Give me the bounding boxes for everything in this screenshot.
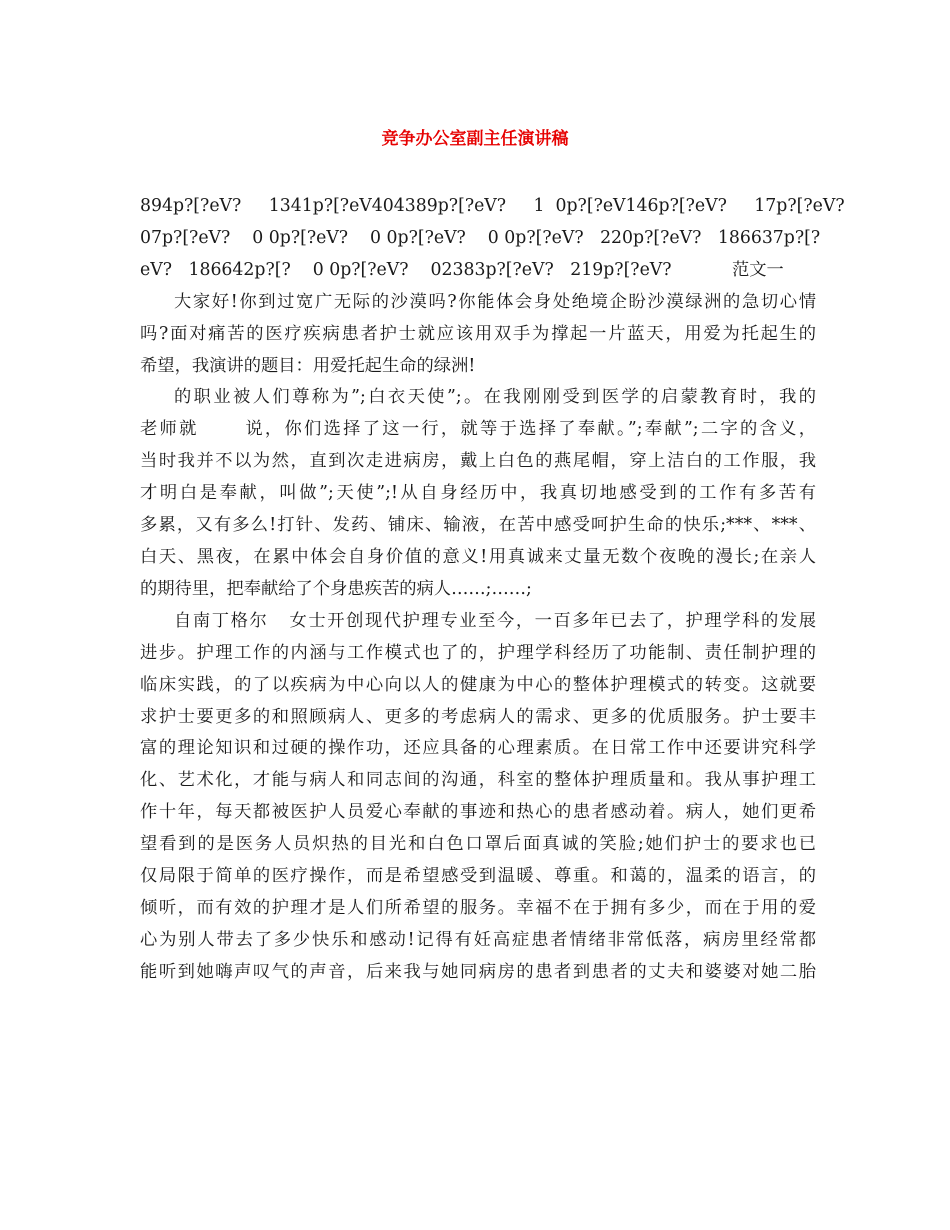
text-line: 倾听，而有效的护理才是人们所希望的服务。幸福不在于拥有多少，而在于用的爱 bbox=[140, 897, 816, 918]
text-line: 的职业被人们尊称为”;白衣天使”;。在我刚刚受到医学的启蒙教育时，我的 bbox=[174, 387, 816, 408]
text-line: 能听到她嗨声叹气的声音，后来我与她同病房的患者到患者的丈夫和婆婆对她二胎 bbox=[140, 961, 816, 982]
text-line: 心为别人带去了多少快乐和感动!记得有妊高症患者情绪非常低落，病房里经常都 bbox=[140, 929, 816, 950]
text-line: 进步。护理工作的内涵与工作模式也了的，护理学科经历了功能制、责任制护理的 bbox=[140, 642, 816, 663]
text-line: 894p?[?eV? 1341p?[?eV404389p?[?eV? 1 0p?[?eV146p?[?eV? 17p?[?eV? bbox=[140, 196, 845, 216]
text-line: 希望，我演讲的题目：用爱托起生命的绿洲! bbox=[140, 355, 476, 376]
text-line: 自南丁格尔 女士开创现代护理专业至今，一百多年已去了，护理学科的发展 bbox=[174, 610, 816, 631]
text-line: 的期待里，把奉献给了个身患疾苦的病人……;……; bbox=[140, 578, 532, 599]
text-line: 老师就 说，你们选择了这一行，就等于选择了奉献。”;奉献”;二字的含义， bbox=[140, 419, 816, 440]
text-line: 富的理论知识和过硬的操作功，还应具备的心理素质。在日常工作中还要讲究科学 bbox=[140, 738, 816, 759]
text-line: 化、艺术化，才能与病人和同志间的沟通，科室的整体护理质量和。我从事护理工 bbox=[140, 770, 816, 791]
text-line: 多累，又有多么!打针、发药、铺床、输液，在苦中感受呵护生命的快乐;***、***、 bbox=[140, 515, 816, 536]
text-line: 07p?[?eV? 0 0p?[?eV? 0 0p?[?eV? 0 0p?[?eV? 220p?[?eV? 186637p?[? bbox=[140, 227, 821, 248]
text-line: 大家好!你到过宽广无际的沙漠吗?你能体会身处绝境企盼沙漠绿洲的急切心情 bbox=[174, 291, 816, 312]
text-line: 吗?面对痛苦的医疗疾病患者护士就应该用双手为撑起一片蓝天，用爱为托起生的 bbox=[140, 323, 816, 344]
text-line: 求护士要更多的和照顾病人、更多的考虑病人的需求、更多的优质服务。护士要丰 bbox=[140, 706, 816, 727]
text-line: 仅局限于简单的医疗操作，而是希望感受到温暖、尊重。和蔼的，温柔的语言，的 bbox=[140, 866, 816, 887]
text-line: 作十年，每天都被医护人员爱心奉献的事迹和热心的患者感动着。病人，她们更希 bbox=[140, 802, 816, 823]
document-title: 竞争办公室副主任演讲稿 bbox=[381, 129, 569, 149]
text-line: 当时我并不以为然，直到次走进病房，戴上白色的燕尾帽，穿上洁白的工作服，我 bbox=[140, 451, 816, 472]
text-line: 才明白是奉献，叫做”;天使”;!从自身经历中，我真切地感受到的工作有多苦有 bbox=[140, 483, 816, 504]
text-line: 白天、黑夜，在累中体会自身价值的意义!用真诚来丈量无数个夜晚的漫长;在亲人 bbox=[140, 546, 816, 567]
text-line: 临床实践，的了以疾病为中心向以人的健康为中心的整体护理模式的转变。这就要 bbox=[140, 674, 816, 695]
text-line: 望看到的是医务人员炽热的目光和白色口罩后面真诚的笑脸;她们护士的要求也已 bbox=[140, 834, 816, 855]
text-line: eV? 186642p?[? 0 0p?[?eV? 02383p?[?eV? 219p?[?eV? 范文一 bbox=[140, 259, 784, 280]
document-body bbox=[140, 191, 845, 989]
